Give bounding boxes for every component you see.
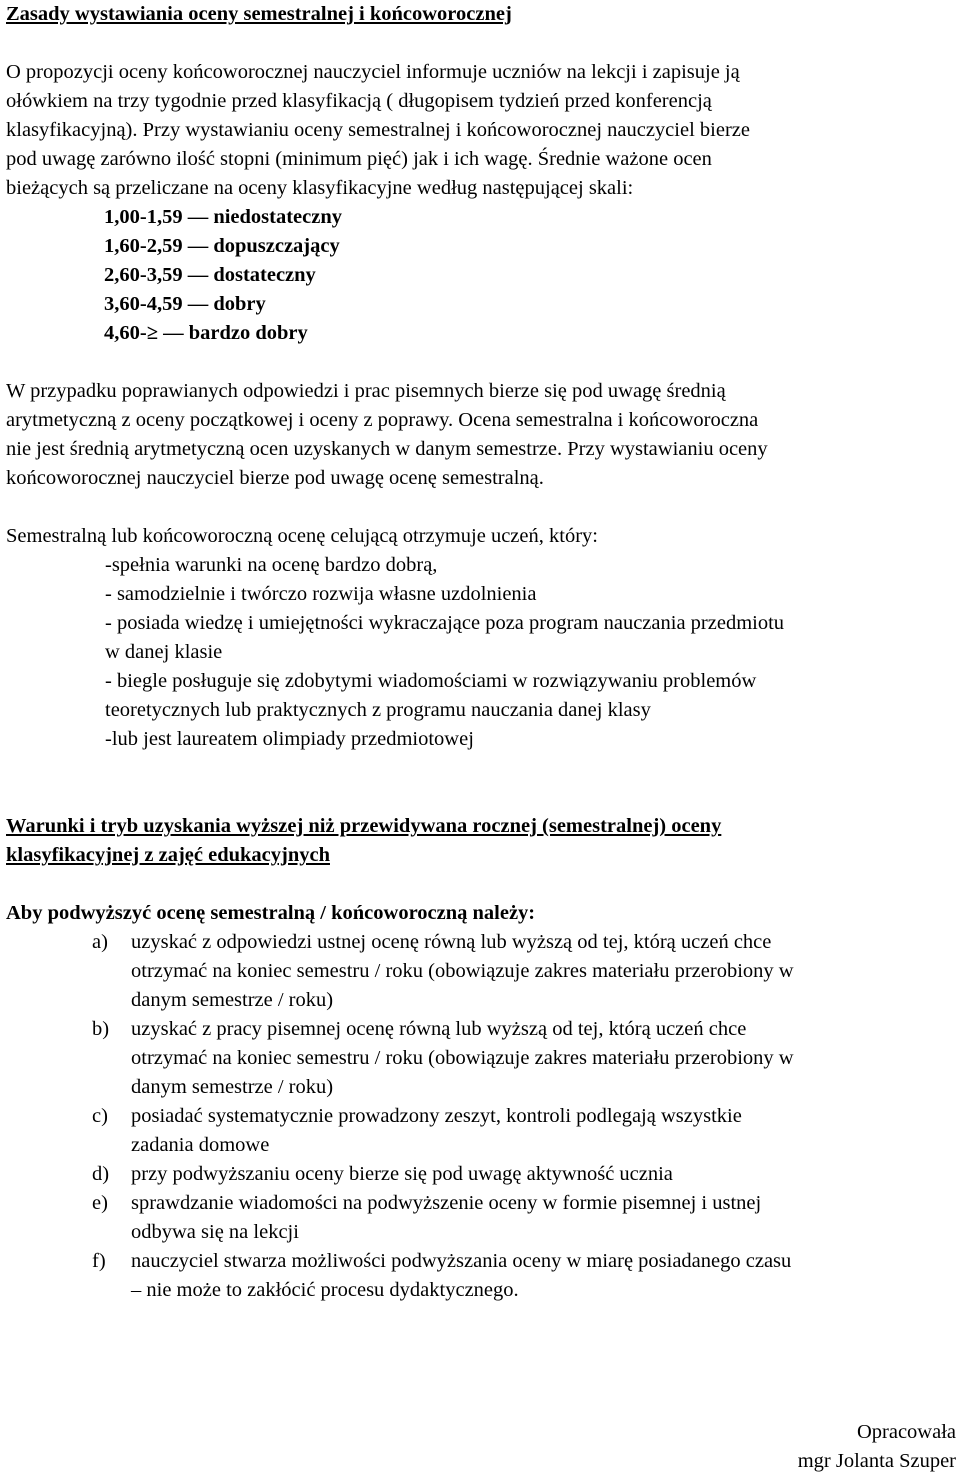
scale-item: 2,60-3,59 — dostateczny [104,264,316,286]
condition-marker: e) [92,1192,108,1214]
document-page [6,0,956,1305]
spacer [6,493,956,522]
condition-item [6,1102,956,1160]
condition-item [6,1247,956,1305]
condition-line: posiadać systematycznie prowadzony zeszyt, kontroli podlegają wszystkie [131,1105,742,1127]
signature-name: mgr Jolanta Szuper [797,1450,956,1472]
celujaca-line: teoretycznych lub praktycznych z programu nauczania danej klasy [105,699,651,721]
para-line: końcoworocznej nauczyciel bierze pod uwagę ocenę semestralną. [6,467,544,489]
scale-item: 3,60-4,59 — dobry [104,293,266,315]
intro-line: pod uwagę zarówno ilość stopni (minimum pięć) jak i ich wagę. Średnie ważone ocen [6,148,712,170]
condition-item [6,1015,956,1102]
intro-paragraph [6,58,956,203]
celujaca-line: - samodzielnie i twórczo rozwija własne uzdolnienia [105,583,537,605]
condition-line: nauczyciel stwarza możliwości podwyższania oceny w miarę posiadanego czasu [131,1250,792,1272]
document-title: Zasady wystawiania oceny semestralnej i końcoworocznej [6,3,512,25]
condition-line: uzyskać z pracy pisemnej ocenę równą lub wyższą od tej, którą uczeń chce [131,1018,747,1040]
condition-marker: a) [92,931,108,953]
para-line: W przypadku poprawianych odpowiedzi i prac pisemnych bierze się pod uwagę średnią [6,380,726,402]
grade-scale [104,203,956,348]
signature-label: Opracowała [856,1421,956,1443]
condition-item [6,1160,956,1189]
condition-line: uzyskać z odpowiedzi ustnej ocenę równą lub wyższą od tej, którą uczeń chce [131,931,772,953]
intro-line: ołówkiem na trzy tygodnie przed klasyfikacją ( długopisem tydzień przed konferencją [6,90,712,112]
condition-marker: f) [92,1250,106,1272]
section2-subtitle: Aby podwyższyć ocenę semestralną / końcoworoczną należy: [6,902,536,924]
intro-line: O propozycji oceny końcoworocznej nauczyciel informuje uczniów na lekcji i zapisuje ją [6,61,740,83]
celujaca-line: -lub jest laureatem olimpiady przedmiotowej [105,728,474,750]
condition-line: otrzymać na koniec semestru / roku (obowiązuje zakres materiału przerobiony w [131,960,794,982]
condition-line: danym semestrze / roku) [131,1076,334,1098]
condition-line: danym semestrze / roku) [131,989,334,1011]
intro-line: bieżących są przeliczane na oceny klasyfikacyjne według następującej skali: [6,177,634,199]
celujaca-list [105,551,956,754]
para-line: arytmetyczną z oceny początkowej i oceny z poprawy. Ocena semestralna i końcoworoczna [6,409,759,431]
section2-title-line: Warunki i tryb uzyskania wyższej niż przewidywana rocznej (semestralnej) oceny [6,815,722,837]
condition-line: przy podwyższaniu oceny bierze się pod uwagę aktywność ucznia [131,1163,673,1185]
spacer [6,754,956,812]
condition-line: odbywa się na lekcji [131,1221,299,1243]
intro-line: klasyfikacyjną). Przy wystawianiu oceny semestralnej i końcoworocznej nauczyciel bierze [6,119,750,141]
condition-line: – nie może to zakłócić procesu dydaktycznego. [131,1279,519,1301]
scale-item: 1,00-1,59 — niedostateczny [104,206,343,228]
condition-marker: b) [92,1018,110,1040]
condition-item [6,1189,956,1247]
conditions-list [6,928,956,1305]
condition-marker: d) [92,1163,110,1185]
section2-title-line: klasyfikacyjnej z zajęć edukacyjnych [6,844,330,866]
condition-item [6,928,956,1015]
scale-item: 4,60-≥ — bardzo dobry [104,322,308,344]
celujaca-line: - posiada wiedzę i umiejętności wykraczające poza program nauczania przedmiotu [105,612,785,634]
celujaca-intro: Semestralną lub końcoworoczną ocenę celującą otrzymuje uczeń, który: [6,525,598,547]
condition-line: sprawdzanie wiadomości na podwyższenie oceny w formie pisemnej i ustnej [131,1192,762,1214]
condition-line: otrzymać na koniec semestru / roku (obowiązuje zakres materiału przerobiony w [131,1047,794,1069]
para-line: nie jest średnią arytmetyczną ocen uzyskanych w danym semestrze. Przy wystawianiu oceny [6,438,768,460]
signature-block [798,1418,956,1476]
spacer [6,348,956,377]
spacer [6,870,956,899]
condition-marker: c) [92,1105,108,1127]
corrections-paragraph [6,377,956,493]
condition-line: zadania domowe [131,1134,270,1156]
celujaca-line: w danej klasie [105,641,223,663]
section2-title [6,812,956,870]
celujaca-line: -spełnia warunki na ocenę bardzo dobrą, [105,554,438,576]
celujaca-line: - biegle posługuje się zdobytymi wiadomościami w rozwiązywaniu problemów [105,670,757,692]
scale-item: 1,60-2,59 — dopuszczający [104,235,340,257]
